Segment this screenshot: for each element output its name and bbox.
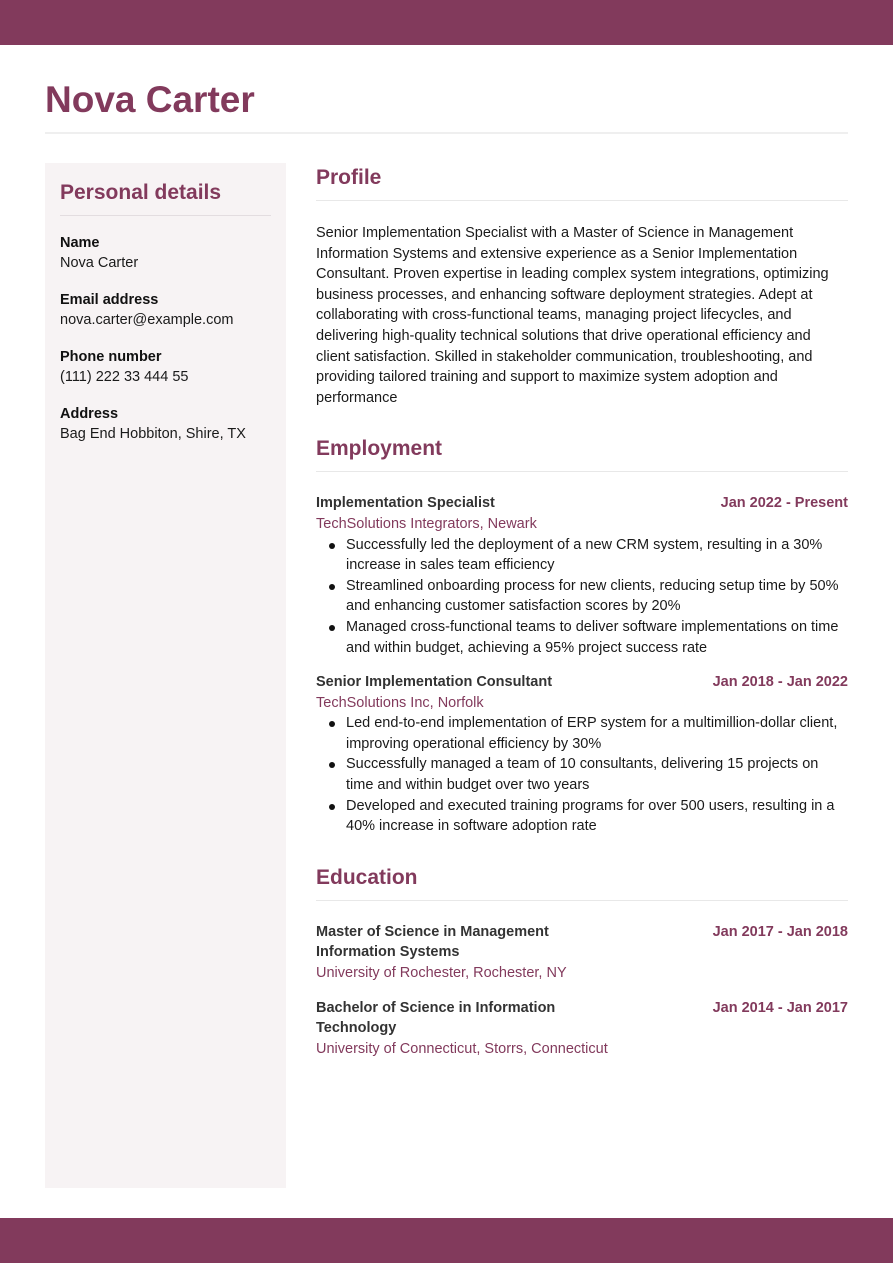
detail-address bbox=[60, 404, 271, 444]
bottom-accent-bar bbox=[0, 1218, 893, 1263]
detail-value: Bag End Hobbiton, Shire, TX bbox=[60, 426, 246, 442]
detail-label: Name bbox=[60, 235, 100, 251]
job-entry bbox=[316, 493, 848, 658]
school-name: University of Rochester, Rochester, NY bbox=[316, 965, 567, 982]
bullet-item: Developed and executed training programs for over 500 users, resulting in a 40% increase in software adoption rate bbox=[346, 796, 848, 837]
bullet-item: Successfully managed a team of 10 consultants, delivering 15 projects on time and within budget over two years bbox=[346, 754, 848, 795]
job-dates: Jan 2018 - Jan 2022 bbox=[712, 674, 848, 691]
detail-phone bbox=[60, 347, 271, 387]
employment-section bbox=[316, 434, 848, 837]
detail-name bbox=[60, 233, 271, 273]
detail-value: nova.carter@example.com bbox=[60, 312, 234, 328]
bullet-item: Streamlined onboarding process for new clients, reducing setup time by 50% and enhancing customer satisfaction scores by 20% bbox=[346, 576, 848, 617]
education-entry bbox=[316, 998, 848, 1060]
page-title: Nova Carter bbox=[45, 79, 255, 120]
detail-label: Phone number bbox=[60, 349, 162, 365]
profile-section bbox=[316, 163, 848, 408]
job-bullets bbox=[316, 713, 848, 837]
education-entry bbox=[316, 922, 848, 984]
job-company: TechSolutions Inc, Norfolk bbox=[316, 694, 484, 711]
personal-details-sidebar bbox=[45, 163, 286, 1188]
job-title: Senior Implementation Consultant bbox=[316, 674, 553, 691]
title-divider bbox=[45, 132, 848, 134]
degree-title: Master of Science in Management Information Systems bbox=[316, 923, 549, 961]
detail-email bbox=[60, 290, 271, 330]
top-accent-bar bbox=[0, 0, 893, 45]
section-heading-employment: Employment bbox=[316, 434, 848, 472]
job-entry bbox=[316, 672, 848, 837]
bullet-item: Managed cross-functional teams to deliver software implementations on time and within budget, achieving a 95% project success rate bbox=[346, 617, 848, 658]
section-heading-education: Education bbox=[316, 863, 848, 901]
degree-title: Bachelor of Science in Information Technology bbox=[316, 999, 556, 1037]
detail-value: (111) 222 33 444 55 bbox=[60, 369, 189, 385]
main-content bbox=[316, 163, 848, 1059]
job-title: Implementation Specialist bbox=[316, 495, 495, 512]
detail-label: Address bbox=[60, 406, 119, 422]
school-name: University of Connecticut, Storrs, Connecticut bbox=[316, 1040, 608, 1057]
job-company: TechSolutions Integrators, Newark bbox=[316, 515, 537, 532]
education-dates: Jan 2014 - Jan 2017 bbox=[712, 999, 848, 1016]
job-bullets bbox=[316, 535, 848, 659]
education-section bbox=[316, 863, 848, 1060]
sidebar-heading: Personal details bbox=[60, 180, 271, 216]
bullet-item: Led end-to-end implementation of ERP system for a multimillion-dollar client, improving operational efficiency by 30% bbox=[346, 713, 848, 754]
education-dates: Jan 2017 - Jan 2018 bbox=[712, 923, 848, 940]
detail-value: Nova Carter bbox=[60, 255, 139, 271]
job-dates: Jan 2022 - Present bbox=[720, 495, 848, 512]
section-heading-profile: Profile bbox=[316, 163, 848, 201]
bullet-item: Successfully led the deployment of a new CRM system, resulting in a 30% increase in sales team efficiency bbox=[346, 535, 848, 576]
profile-summary: Senior Implementation Specialist with a Master of Science in Management Information Systems and extensive experience as a Senior Implementation Consultant. Proven expertise in leading complex system integrations, optimizing business processes, and enhancing software deployment strategies. Adept at collaborating with cross-functional teams, managing project lifecycles, and delivering high-quality technical solutions that drive operational efficiency and client satisfaction. Skilled in stakeholder communication, troubleshooting, and providing tailored training and support to maximize system adoption and performance bbox=[316, 225, 829, 406]
detail-label: Email address bbox=[60, 292, 159, 308]
